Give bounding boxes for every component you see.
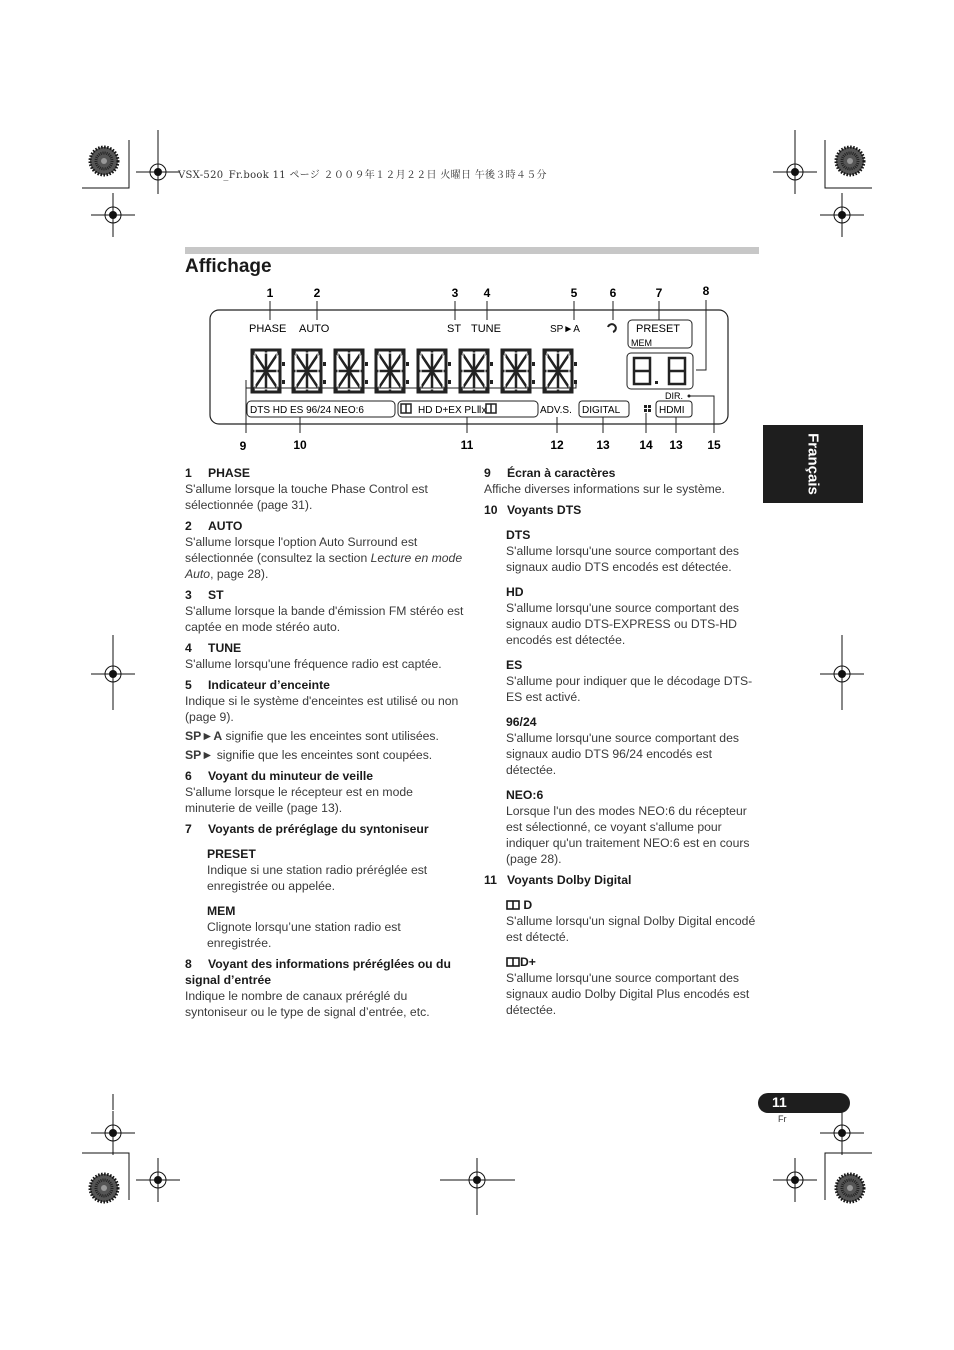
dolby-icon-1 [401, 404, 411, 413]
callout-13a: 13 [596, 438, 610, 452]
item-5-sp: SP► signifie que les enceintes sont coupées. [185, 748, 433, 762]
item-8-heading: 8 Voyant des informations préréglées ou du signal d’entrée [185, 957, 451, 987]
page-language: Fr [778, 1114, 787, 1124]
item-10-heading: 10 Voyants DTS [484, 503, 582, 517]
callout-7: 7 [655, 286, 663, 300]
callout-6: 6 [609, 286, 617, 300]
es-text: S'allume pour indiquer que le décodage DTS-ES est activé. [506, 674, 753, 704]
dts-heading: DTS [506, 528, 531, 542]
item-5-text: Indique si le système d'enceintes est utilisé ou non (page 9). [185, 694, 459, 724]
item-2-text: S'allume lorsque l'option Auto Surround est sélectionnée (consultez la section Lecture en mode Auto, page 28). [185, 535, 463, 581]
callout-15: 15 [707, 438, 721, 452]
callout-9: 9 [239, 439, 247, 453]
callout-14: 14 [639, 438, 653, 452]
callout-8: 8 [702, 284, 710, 298]
ind-hdmi: HDMI [659, 405, 685, 416]
callout-2: 2 [313, 286, 321, 300]
callout-3: 3 [451, 286, 459, 300]
ind-digital: DIGITAL [582, 405, 621, 416]
item-8-text: Indique le nombre de canaux préréglé du syntoniseur ou le type de signal d’entrée, etc. [185, 989, 430, 1019]
language-tab-label: Français [804, 433, 822, 495]
item-7-preset-heading: PRESET [207, 847, 256, 861]
item-3-text: S'allume lorsque la bande d'émission FM stéréo est captée en mode stéréo auto. [185, 604, 464, 634]
item-2-heading: 2 AUTO [185, 519, 243, 533]
ind-auto: AUTO [299, 323, 330, 335]
item-7-preset-text: Indique si une station radio préréglée est enregistrée ou appelée. [207, 863, 428, 893]
item-6-heading: 6 Voyant du minuteur de veille [185, 769, 374, 783]
dolby-dplus-heading: D+ [484, 954, 756, 970]
item-7-mem-heading: MEM [207, 904, 236, 918]
item-5-heading: 5 Indicateur d’enceinte [185, 678, 330, 692]
item-1-heading: 1 PHASE [185, 466, 250, 480]
dolby-icon-2 [486, 404, 496, 413]
character-display [252, 350, 577, 392]
item-7-heading: 7 Voyants de préréglage du syntoniseur [185, 822, 429, 836]
dolby-d-text: S'allume lorsqu'un signal Dolby Digital encodé est détecté. [506, 914, 756, 944]
ind-dir: DIR. [665, 391, 683, 401]
sleep-icon [608, 324, 616, 332]
ind-dolby-group: HD D+EX PLⅡx [418, 405, 487, 416]
dolby-dplus-text: S'allume lorsqu'une source comportant des signaux audio Dolby Digital Plus encodés est détectée. [506, 971, 750, 1017]
callout-13b: 13 [669, 438, 683, 452]
callout-1: 1 [266, 286, 274, 300]
callout-4: 4 [483, 286, 491, 300]
item-7-mem-text: Clignote lorsqu’une station radio est enregistrée. [207, 920, 401, 950]
ind-dts-group: DTS HD ES 96/24 NEO:6 [250, 405, 364, 416]
left-column [185, 460, 465, 1020]
print-header: VSX-520_Fr.book 11 ページ ２００９年１２月２２日 火曜日 午後３時４５分 [178, 170, 547, 181]
page-number-badge [758, 1093, 850, 1113]
es-heading: ES [506, 658, 523, 672]
item-4-text: S'allume lorsqu'une fréquence radio est captée. [185, 657, 442, 671]
ind-st: ST [447, 323, 462, 335]
ind-phase: PHASE [249, 323, 287, 335]
item-3-heading: 3 ST [185, 588, 224, 602]
item-5-sp-a: SP►A signifie que les enceintes sont utilisées. [185, 729, 439, 743]
page-number: 11 [772, 1094, 787, 1110]
ind-advs: ADV.S. [540, 405, 572, 416]
9624-heading: 96/24 [506, 715, 537, 729]
callout-10: 10 [293, 438, 307, 452]
item-6-text: S'allume lorsque le récepteur est en mode minuterie de veille (page 13). [185, 785, 413, 815]
dolby-double-d-icon [506, 900, 520, 910]
callout-12: 12 [550, 438, 564, 452]
section-rule [185, 247, 759, 254]
page-title: Affichage [185, 256, 272, 277]
hd-heading: HD [506, 585, 524, 599]
item-9-heading: 9 Écran à caractères [484, 466, 616, 480]
dolby-d-heading: D [484, 897, 756, 913]
hd-text: S'allume lorsqu'une source comportant des signaux audio DTS-EXPRESS ou DTS-HD encodés est détectée. [506, 601, 739, 647]
item-4-heading: 4 TUNE [185, 641, 242, 655]
language-tab [763, 425, 863, 503]
ind-mem: MEM [631, 338, 652, 348]
item-1-text: S'allume lorsque la touche Phase Control est sélectionnée (page 31). [185, 482, 428, 512]
display-diagram [200, 283, 740, 458]
dts-text: S'allume lorsqu'une source comportant des signaux audio DTS encodés est détectée. [506, 544, 739, 574]
neo6-text: Lorsque l'un des modes NEO:6 du récepteur est sélectionné, ce voyant s'allume pour indiquer qu'un traitement NEO:6 est en cours (page 28). [506, 804, 750, 866]
neo6-heading: NEO:6 [506, 788, 544, 802]
callout-11: 11 [460, 438, 474, 452]
dolby-double-d-icon [506, 957, 520, 967]
9624-text: S'allume lorsqu'une source comportant des signaux audio DTS 96/24 encodés est détectée. [506, 731, 739, 777]
ind-sp: SP►A [550, 324, 580, 335]
callout-5: 5 [570, 286, 578, 300]
ind-tune: TUNE [471, 323, 501, 335]
ind-preset: PRESET [636, 323, 681, 335]
grid-icon [644, 405, 651, 412]
right-column [484, 460, 756, 1018]
item-9-text: Affiche diverses informations sur le système. [484, 482, 725, 496]
item-11-heading: 11 Voyants Dolby Digital [484, 873, 632, 887]
